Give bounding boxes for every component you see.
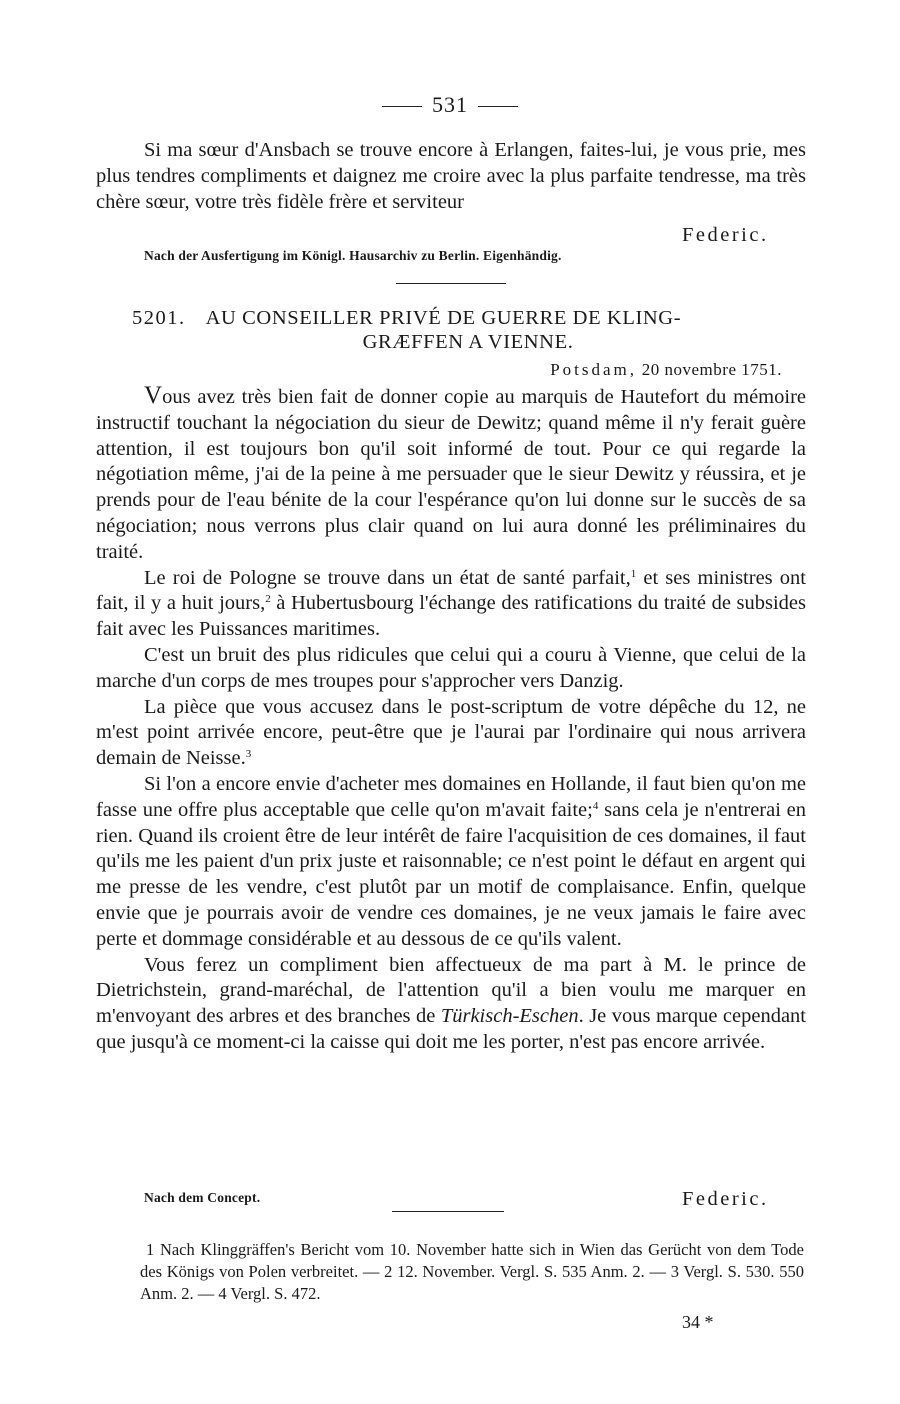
- letter-paragraph-5: [96, 772, 806, 953]
- footnote-4: Vergl. S. 472.: [226, 1284, 321, 1303]
- footnote-1: Nach Klinggräffen's Bericht vom 10. November hatte sich in Wien das Gerücht von dem Tode des Königs von Polen verbreitet. —: [140, 1240, 804, 1281]
- intro-text: [96, 138, 806, 215]
- signature-2: Federic.: [682, 1188, 769, 1210]
- footnote-2-num: 2: [384, 1262, 393, 1281]
- letter-heading: [96, 306, 806, 354]
- letter-title-line1: AU CONSEILLER PRIVÉ DE GUERRE DE KLING-: [205, 307, 682, 329]
- paragraph-6-italic: Türkisch-Eschen: [440, 1005, 579, 1028]
- paragraph-1-text: ous avez très bien fait de donner copie au marquis de Hautefort du mémoire instructif touchant la négociation du sieur de Dewitz; quand même il n'y ferait guère attention, il est toujours bon qu'il soit informé de tout. Pour ce qui regarde la négotiation même, j'ai de la peine à me persuader que le sieur Dewitz y réussira, et je prends pour de l'eau bénite de la cour l'espérance qu'on lui donne sur le succès de sa négociation; nous verrons plus clair quand on lui aura donné les préliminaires du traité.: [96, 386, 806, 563]
- paragraph-5-text-b: sans cela je n'entrerai en rien. Quand ils croient être de leur intérêt de faire l'acquisition de ces domaines, il faut qu'ils me les paient d'un prix juste et raisonnable; ce n'est point le défaut en argent qui me presse de les vendre, c'est plutôt par un motif de complaisance. Enfin, quelque envie que je pourrais avoir de vendre ces domaines, je ne veux jamais le faire avec perte et dommage considérable et au dessous de ce qu'ils valent.: [96, 798, 806, 950]
- paragraph-4-text: La pièce que vous accusez dans le post-scriptum de votre dépêche du 12, ne m'est point arrivée encore, peut-être que je l'aurai par l'ordinaire qui nous arrivera demain de Neisse.: [96, 695, 806, 770]
- letter-paragraph-3: C'est un bruit des plus ridicules que celui qui a couru à Vienne, que celui de la marche d'un corps de mes troupes pour s'approcher vers Danzig.: [96, 643, 806, 692]
- letter-body: [96, 383, 806, 1056]
- letter-paragraph-4: [96, 695, 806, 772]
- letter-paragraph-1: [96, 383, 806, 566]
- signature-1: Federic.: [682, 224, 769, 246]
- sheet-mark: 34 *: [682, 1312, 714, 1332]
- footnote-separator: [392, 1211, 504, 1212]
- paragraph-6-text-b: . Je vous marque cependant que jusqu'à ce moment-ci la caisse qui doit me les porter, n'est pas encore arrivée.: [96, 1005, 806, 1053]
- dateline: [550, 360, 782, 380]
- footnote-ref-2: 2: [265, 593, 271, 606]
- paragraph-5-text-a: Si l'on a encore envie d'acheter mes domaines en Hollande, il faut bien qu'on me fasse une offre plus acceptable que celle qu'on m'avait faite;: [96, 772, 806, 821]
- initial-letter: V: [144, 382, 163, 409]
- paragraph-2-text-c: à Hubertusbourg l'échange des ratifications du traité de subsides fait avec les Puissances maritimes.: [96, 592, 807, 641]
- header-rule-left: [382, 106, 422, 107]
- footnote-ref-4: 4: [592, 799, 599, 812]
- paragraph-2-text-b: et ses ministres ont fait, il y a huit jours,: [96, 566, 806, 615]
- letter-title-line2: GRÆFFEN A VIENNE.: [362, 331, 574, 353]
- footnote-3-num: 3: [670, 1262, 679, 1281]
- source-note-2: Nach dem Concept.: [144, 1190, 261, 1205]
- footnote-ref-1: 1: [630, 567, 637, 580]
- header-rule-right: [478, 106, 518, 107]
- footnote-ref-3: 3: [245, 748, 252, 761]
- footnote-2: 12. November. Vergl. S. 535 Anm. 2. —: [392, 1262, 671, 1281]
- letter-paragraph-2: [96, 566, 806, 643]
- date-place: Potsdam,: [550, 360, 638, 379]
- footnote-3: Vergl. S. 530. 550 Anm. 2. —: [140, 1262, 805, 1303]
- footnote-1-num: 1: [146, 1240, 155, 1259]
- page-number: 531: [432, 92, 468, 117]
- footnotes: [140, 1239, 804, 1305]
- paragraph-6-text-a: Vous ferez un compliment bien affectueux de ma part à M. le prince de Dietrichstein, grand-maréchal, de l'attention qu'il a bien voulu me marquer en m'envoyant des arbres et des branches de: [96, 953, 806, 1028]
- footnote-4-num: 4: [218, 1284, 227, 1303]
- date: 20 novembre 1751.: [641, 360, 782, 379]
- page-header: [0, 92, 900, 118]
- letter-number: 5201.: [132, 307, 186, 329]
- section-separator: [396, 283, 506, 284]
- source-note-1: Nach der Ausfertigung im Königl. Hausarchiv zu Berlin. Eigenhändig.: [144, 248, 562, 263]
- paragraph-2-text-a: Le roi de Pologne se trouve dans un état de santé parfait,: [144, 566, 631, 589]
- letter-paragraph-6: [96, 953, 806, 1056]
- intro-paragraph: Si ma sœur d'Ansbach se trouve encore à Erlangen, faites-lui, je vous prie, mes plus tendres compliments et daignez me croire avec la plus parfaite tendresse, ma très chère sœur, votre très fidèle frère et serviteur: [96, 139, 806, 213]
